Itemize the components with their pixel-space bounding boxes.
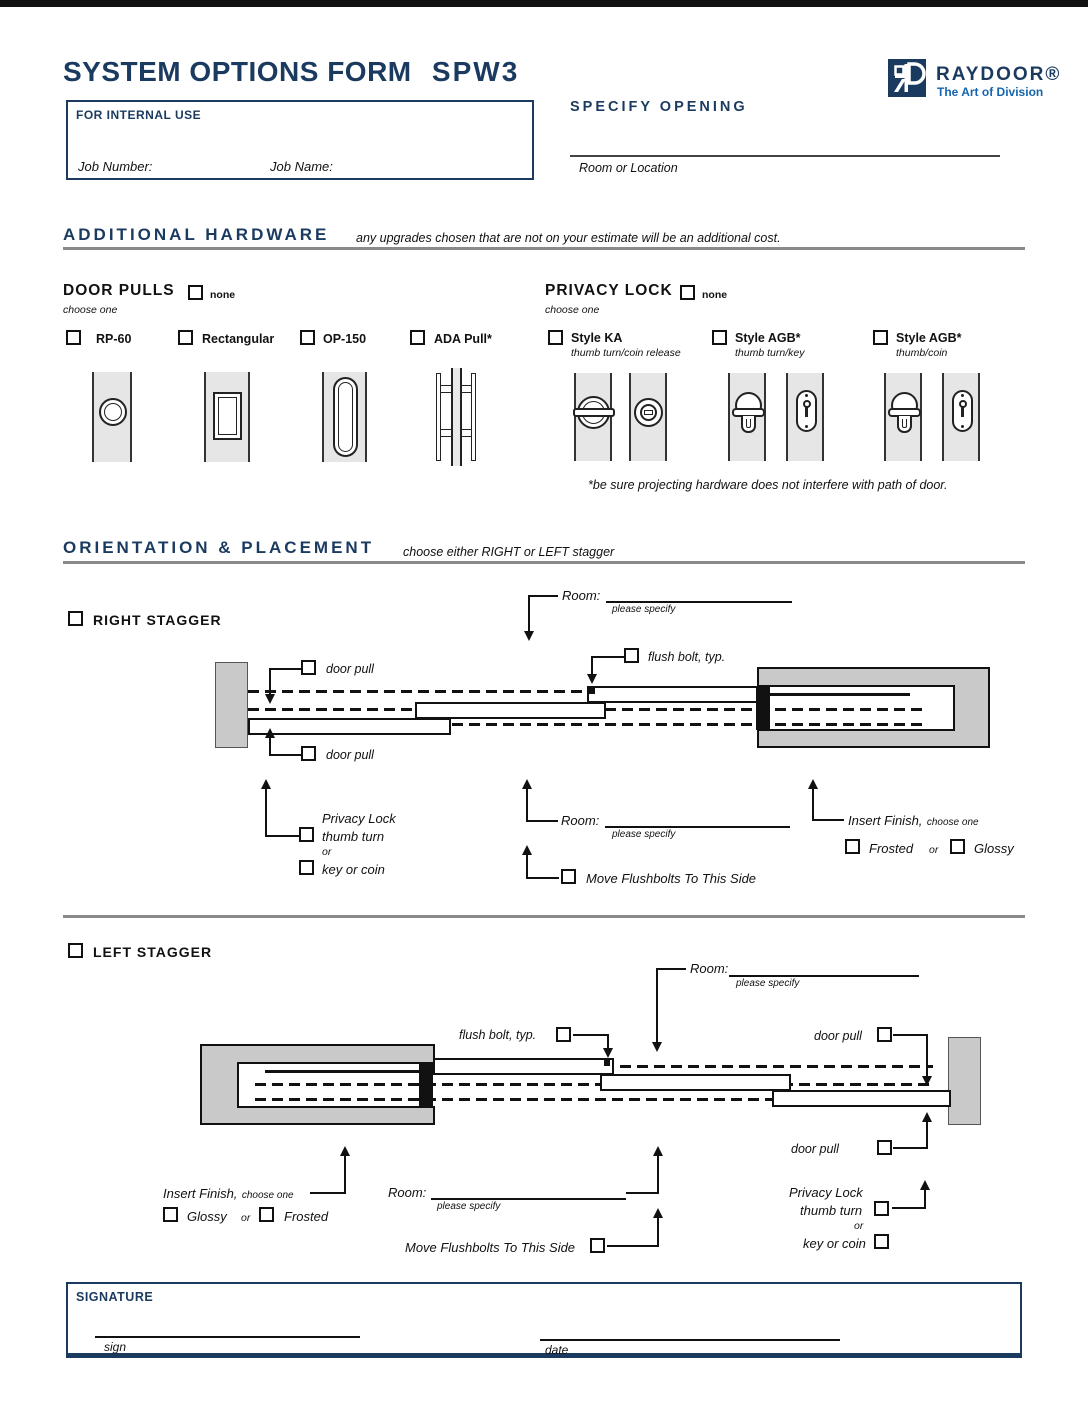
signature-box bbox=[66, 1282, 1022, 1358]
ls-thumb-turn-label: thumb turn bbox=[800, 1203, 863, 1218]
agb2-thumbturn-illustration bbox=[884, 373, 922, 461]
orientation-note: choose either RIGHT or LEFT stagger bbox=[403, 545, 615, 559]
rs-key-or-coin-checkbox[interactable] bbox=[299, 860, 314, 875]
rectangular-illustration bbox=[204, 372, 250, 462]
style-ka-checkbox[interactable] bbox=[548, 330, 563, 345]
flush-bolt-pointer-arrow bbox=[603, 1048, 613, 1058]
door-pull-pointer-arrow bbox=[922, 1076, 932, 1086]
option-ada-pull-checkbox[interactable] bbox=[410, 330, 425, 345]
ls-flush-bolt-mark bbox=[604, 1060, 610, 1066]
privacy-lock-none-label: none bbox=[702, 289, 728, 301]
raydoor-logo-mark-icon bbox=[888, 59, 926, 102]
ls-insert-finish-label: Insert Finish, bbox=[163, 1186, 238, 1201]
ls-or-label: or bbox=[854, 1220, 864, 1232]
door-pulls-none-label: none bbox=[210, 289, 236, 301]
agb1-thumbturn-illustration bbox=[728, 373, 766, 461]
date-label: date bbox=[545, 1343, 569, 1357]
rs-door-panel bbox=[248, 718, 451, 735]
ls-glossy-checkbox[interactable] bbox=[163, 1207, 178, 1222]
sign-field[interactable] bbox=[95, 1336, 360, 1338]
brand-name: RAYDOOR® bbox=[936, 64, 1062, 85]
rs-room2-field[interactable] bbox=[605, 826, 790, 828]
internal-use-heading: FOR INTERNAL USE bbox=[76, 108, 202, 122]
ls-door-panel bbox=[600, 1074, 791, 1091]
ls-move-flushbolts-label: Move Flushbolts To This Side bbox=[405, 1240, 576, 1255]
rs-move-flushbolts-label: Move Flushbolts To This Side bbox=[586, 871, 757, 886]
rs-pocket-door-line bbox=[770, 693, 910, 696]
rs-glossy-checkbox[interactable] bbox=[950, 839, 965, 854]
rp60-illustration bbox=[92, 372, 132, 462]
rs-glossy-label: Glossy bbox=[974, 841, 1014, 856]
door-pulls-choose-label: choose one bbox=[63, 304, 118, 316]
orientation-heading: ORIENTATION & PLACEMENT bbox=[63, 538, 375, 557]
style-ka-sub: thumb turn/coin release bbox=[571, 347, 681, 359]
rs-door-panel bbox=[587, 686, 763, 703]
privacy-lock-choose-label: choose one bbox=[545, 304, 600, 316]
room-or-location-label: Room or Location bbox=[579, 161, 678, 175]
ls-room2-field[interactable] bbox=[431, 1198, 626, 1200]
style-ka-label: Style KA bbox=[571, 331, 623, 345]
style-agb1-label: Style AGB* bbox=[735, 331, 801, 345]
orientation-rule bbox=[63, 561, 1025, 564]
ls-wall bbox=[948, 1037, 981, 1125]
door-pulls-none-checkbox[interactable] bbox=[188, 285, 203, 300]
insert-finish-pointer-arrow bbox=[340, 1146, 350, 1156]
rs-room-field[interactable] bbox=[606, 601, 792, 603]
door-pull-pointer-arrow bbox=[265, 728, 275, 738]
style-agb2-label: Style AGB* bbox=[896, 331, 962, 345]
ls-pocket-post bbox=[419, 1064, 433, 1107]
option-op150-label: OP-150 bbox=[323, 332, 367, 346]
ls-finish-or-label: or bbox=[241, 1212, 251, 1224]
additional-hardware-rule bbox=[63, 247, 1025, 250]
brand-tagline: The Art of Division bbox=[937, 85, 1044, 99]
rs-door-panel bbox=[415, 702, 606, 719]
ls-thumb-turn-checkbox[interactable] bbox=[874, 1201, 889, 1216]
agb2-key-illustration bbox=[942, 373, 980, 461]
raydoor-logo bbox=[888, 58, 1088, 102]
date-field[interactable] bbox=[540, 1339, 840, 1341]
ls-room2-hint: please specify bbox=[437, 1201, 501, 1212]
rs-door-pull-bottom-checkbox[interactable] bbox=[301, 746, 316, 761]
stagger-divider bbox=[63, 915, 1025, 918]
rs-wall bbox=[215, 662, 248, 748]
style-agb2-sub: thumb/coin bbox=[896, 347, 948, 359]
rs-thumb-turn-checkbox[interactable] bbox=[299, 827, 314, 842]
rect-pull-icon bbox=[213, 392, 242, 440]
rs-room-hint: please specify bbox=[612, 604, 676, 615]
specify-opening-heading: SPECIFY OPENING bbox=[570, 99, 748, 115]
ls-flush-bolt-checkbox[interactable] bbox=[556, 1027, 571, 1042]
option-rectangular-checkbox[interactable] bbox=[178, 330, 193, 345]
ls-insert-finish-choose: choose one bbox=[241, 1190, 294, 1201]
rs-finish-or-label: or bbox=[929, 844, 939, 856]
option-rp60-label: RP-60 bbox=[96, 332, 132, 346]
ls-key-or-coin-label: key or coin bbox=[803, 1236, 866, 1251]
privacy-lock-none-checkbox[interactable] bbox=[680, 285, 695, 300]
sign-label: sign bbox=[104, 1340, 127, 1354]
ls-room2-label: Room: bbox=[388, 1185, 427, 1200]
left-stagger-checkbox[interactable] bbox=[68, 943, 83, 958]
ls-frosted-checkbox[interactable] bbox=[259, 1207, 274, 1222]
ka-coin-release-illustration bbox=[629, 373, 667, 461]
privacy-pointer-arrow bbox=[920, 1180, 930, 1190]
ls-move-flushbolts-checkbox[interactable] bbox=[590, 1238, 605, 1253]
ls-room-hint: please specify bbox=[736, 978, 800, 989]
oval-pull-icon bbox=[333, 377, 358, 457]
ls-pocket-door-line bbox=[265, 1070, 420, 1073]
ls-track-line bbox=[255, 1083, 933, 1086]
ada-center-bar bbox=[451, 368, 462, 466]
rs-move-flushbolts-checkbox[interactable] bbox=[561, 869, 576, 884]
room-pointer-arrow bbox=[524, 631, 534, 641]
ls-door-pull-bottom-checkbox[interactable] bbox=[877, 1140, 892, 1155]
door-pulls-heading: DOOR PULLS bbox=[63, 282, 175, 299]
ls-door-pull-bottom-label: door pull bbox=[791, 1142, 839, 1156]
ls-frosted-label: Frosted bbox=[284, 1209, 329, 1224]
right-stagger-checkbox[interactable] bbox=[68, 611, 83, 626]
style-agb1-checkbox[interactable] bbox=[712, 330, 727, 345]
option-op150-checkbox[interactable] bbox=[300, 330, 315, 345]
move-flushbolts-pointer-arrow bbox=[653, 1208, 663, 1218]
agb1-key-illustration bbox=[786, 373, 824, 461]
job-name-label: Job Name: bbox=[270, 159, 333, 174]
rs-key-or-coin-label: key or coin bbox=[322, 862, 385, 877]
room-pointer-arrow bbox=[653, 1146, 663, 1156]
rs-frosted-label: Frosted bbox=[869, 841, 914, 856]
round-pull-icon bbox=[99, 398, 127, 426]
flush-bolt-pointer-arrow bbox=[587, 674, 597, 684]
rs-door-pull-bottom-label: door pull bbox=[326, 748, 374, 762]
rs-door-pull-top-label: door pull bbox=[326, 662, 374, 676]
option-ada-pull-label: ADA Pull* bbox=[434, 332, 492, 346]
privacy-lock-heading: PRIVACY LOCK bbox=[545, 282, 673, 299]
option-rp60-checkbox[interactable] bbox=[66, 330, 81, 345]
rs-frosted-checkbox[interactable] bbox=[845, 839, 860, 854]
rs-privacy-lock-title: Privacy Lock bbox=[322, 811, 396, 826]
ls-glossy-label: Glossy bbox=[187, 1209, 227, 1224]
rs-or-label: or bbox=[322, 846, 332, 858]
rs-insert-finish-choose: choose one bbox=[926, 817, 979, 828]
rs-flush-bolt-label: flush bolt, typ. bbox=[648, 650, 726, 664]
rs-room2-hint: please specify bbox=[612, 829, 676, 840]
ls-flush-bolt-label: flush bolt, typ. bbox=[459, 1028, 537, 1042]
room-pointer-arrow bbox=[652, 1042, 662, 1052]
privacy-lock-footnote: *be sure projecting hardware does not interfere with path of door. bbox=[588, 478, 948, 492]
ls-room-field[interactable] bbox=[729, 975, 919, 977]
option-rectangular-label: Rectangular bbox=[202, 332, 275, 346]
room-or-location-field[interactable] bbox=[570, 155, 1000, 157]
style-agb1-sub: thumb turn/key bbox=[735, 347, 805, 359]
ada-pull-illustration bbox=[433, 368, 479, 466]
ls-privacy-lock-title: Privacy Lock bbox=[789, 1185, 863, 1200]
ls-door-pull-top-checkbox[interactable] bbox=[877, 1027, 892, 1042]
job-number-label: Job Number: bbox=[78, 159, 153, 174]
form-model: SPW3 bbox=[431, 56, 520, 87]
ls-door-panel bbox=[772, 1090, 951, 1107]
ls-door-pull-top-label: door pull bbox=[814, 1029, 862, 1043]
rs-insert-finish-label: Insert Finish, bbox=[848, 813, 923, 828]
form-title: SYSTEM OPTIONS FORM bbox=[63, 56, 412, 87]
rs-pocket-post bbox=[756, 687, 770, 730]
signature-heading: SIGNATURE bbox=[76, 1290, 154, 1304]
rs-room2-label: Room: bbox=[561, 813, 600, 828]
additional-hardware-heading: ADDITIONAL HARDWARE bbox=[63, 225, 330, 244]
ls-room-label: Room: bbox=[690, 961, 729, 976]
rs-flush-bolt-mark bbox=[589, 688, 595, 694]
page-top-border bbox=[0, 0, 1088, 7]
additional-hardware-note: any upgrades chosen that are not on your estimate will be an additional cost. bbox=[356, 231, 781, 245]
door-pull-pointer-arrow bbox=[265, 694, 275, 704]
op150-illustration bbox=[322, 372, 367, 462]
ls-door-panel bbox=[433, 1058, 614, 1075]
rs-door-pull-top-checkbox[interactable] bbox=[301, 660, 316, 675]
rs-thumb-turn-label: thumb turn bbox=[322, 829, 385, 844]
rs-flush-bolt-checkbox[interactable] bbox=[624, 648, 639, 663]
rs-room-label: Room: bbox=[562, 588, 601, 603]
style-agb2-checkbox[interactable] bbox=[873, 330, 888, 345]
right-stagger-label: RIGHT STAGGER bbox=[93, 612, 222, 628]
ka-thumbturn-illustration bbox=[574, 373, 612, 461]
ls-key-or-coin-checkbox[interactable] bbox=[874, 1234, 889, 1249]
left-stagger-label: LEFT STAGGER bbox=[93, 944, 213, 960]
